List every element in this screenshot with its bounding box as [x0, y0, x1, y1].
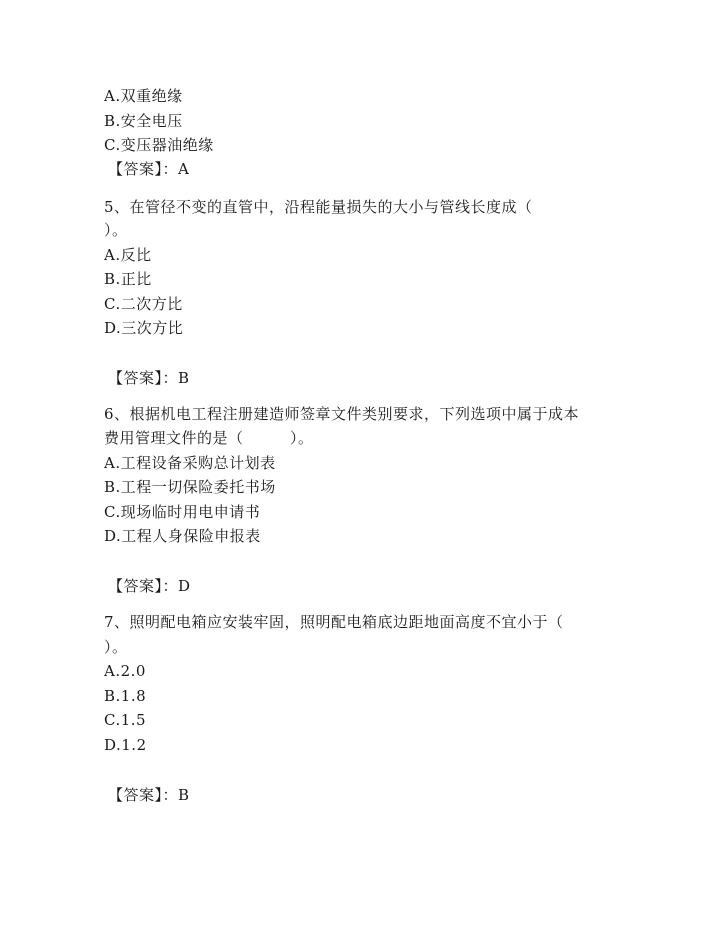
option-a: A.工程设备采购总计划表: [104, 454, 276, 472]
option-b: B.安全电压: [104, 112, 183, 130]
question-5-line-2: ）。: [104, 221, 128, 239]
option-c: C.变压器油绝缘: [104, 136, 214, 154]
option-a: A.双重绝缘: [104, 87, 183, 105]
answer-line: 【答案】：B: [108, 369, 190, 387]
answer-line: 【答案】：A: [108, 160, 190, 178]
question-7-line-2: ）。: [104, 638, 128, 656]
option-d: D.三次方比: [104, 319, 184, 337]
question-5-line-1: 5、在管径不变的直管中，沿程能量损失的大小与管线长度成（: [104, 198, 533, 216]
option-c: C.现场临时用电申请书: [104, 503, 261, 521]
option-a: A.反比: [104, 246, 152, 264]
option-b: B.工程一切保险委托书场: [104, 478, 276, 496]
answer-line: 【答案】：D: [108, 577, 191, 595]
option-d: D.工程人身保险申报表: [104, 527, 261, 545]
option-d: D.1.2: [104, 736, 147, 754]
question-6-line-2: 费用管理文件的是（ ）。: [104, 429, 314, 447]
answer-line: 【答案】：B: [108, 786, 190, 804]
option-c: C.1.5: [104, 711, 147, 729]
option-c: C.二次方比: [104, 295, 183, 313]
option-b: B.1.8: [104, 687, 147, 705]
question-6-line-1: 6、根据机电工程注册建造师签章文件类别要求，下列选项中属于成本: [104, 405, 580, 423]
question-7-line-1: 7、照明配电箱应安装牢固，照明配电箱底边距地面高度不宜小于（: [104, 613, 564, 631]
option-b: B.正比: [104, 270, 152, 288]
option-a: A.2.0: [104, 662, 146, 680]
